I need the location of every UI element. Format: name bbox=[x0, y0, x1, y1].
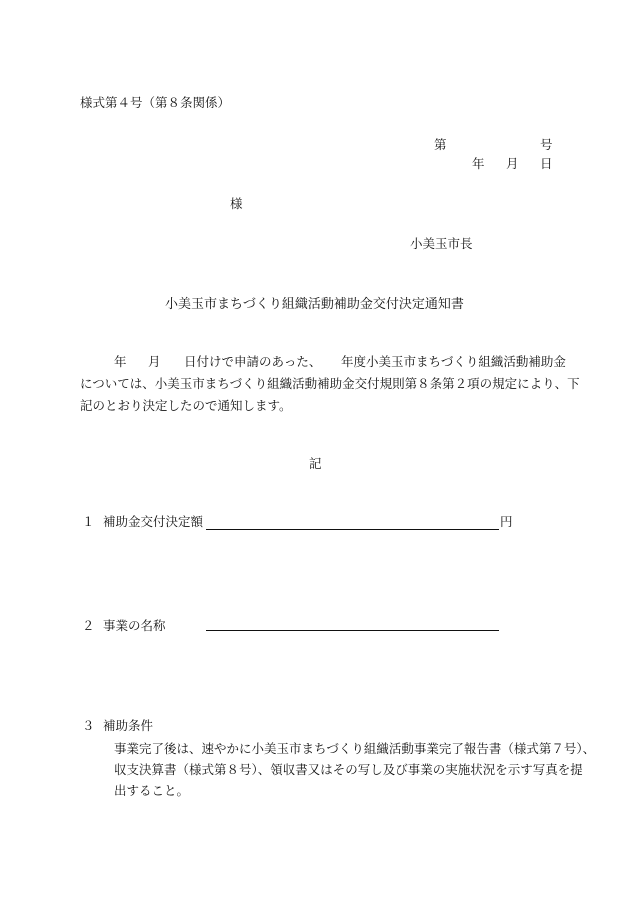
item-1-amount-line bbox=[206, 529, 499, 530]
item-2-label: 事業の名称 bbox=[103, 618, 166, 633]
body-line1-tail: 年度小美玉市まちづくり組織活動補助金 bbox=[341, 354, 566, 369]
item-2-name-line bbox=[206, 630, 499, 631]
item-3-number: ３ bbox=[82, 718, 95, 733]
item-2-number: ２ bbox=[82, 618, 95, 633]
item-1-unit: 円 bbox=[500, 514, 513, 529]
item-1-number: １ bbox=[82, 514, 95, 529]
date-year: 年 bbox=[472, 156, 485, 171]
body-year: 年 bbox=[114, 354, 127, 369]
date-day: 日 bbox=[540, 156, 553, 171]
body-month: 月 bbox=[148, 354, 161, 369]
body-line1-part: 日付けで申請のあった、 bbox=[184, 354, 322, 369]
item-1-label: 補助金交付決定額 bbox=[103, 514, 204, 529]
document-title: 小美玉市まちづくり組織活動補助金交付決定通知書 bbox=[165, 297, 464, 312]
doc-no-suffix: 号 bbox=[540, 137, 553, 152]
conditions-line2: 収支決算書（様式第８号）、領収書又はその写し及び事業の実施状況を示す写真を提 bbox=[114, 762, 583, 777]
body-line2: については、小美玉市まちづくり組織活動補助金交付規則第８条第２項の規定により、下 bbox=[80, 376, 580, 391]
issuer: 小美玉市長 bbox=[410, 236, 473, 251]
body-line3: 記のとおり決定したので通知します。 bbox=[80, 398, 292, 413]
form-id: 様式第４号（第８条関係） bbox=[80, 95, 231, 110]
doc-no-prefix: 第 bbox=[434, 137, 447, 152]
conditions-line3: 出すること。 bbox=[114, 783, 190, 798]
ki-mark: 記 bbox=[309, 456, 322, 471]
conditions-line1: 事業完了後は、速やかに小美玉市まちづくり組織活動事業完了報告書（様式第７号）、 bbox=[114, 741, 596, 756]
date-month: 月 bbox=[506, 156, 519, 171]
recipient-honorific: 様 bbox=[230, 196, 243, 211]
item-3-label: 補助条件 bbox=[103, 718, 154, 733]
